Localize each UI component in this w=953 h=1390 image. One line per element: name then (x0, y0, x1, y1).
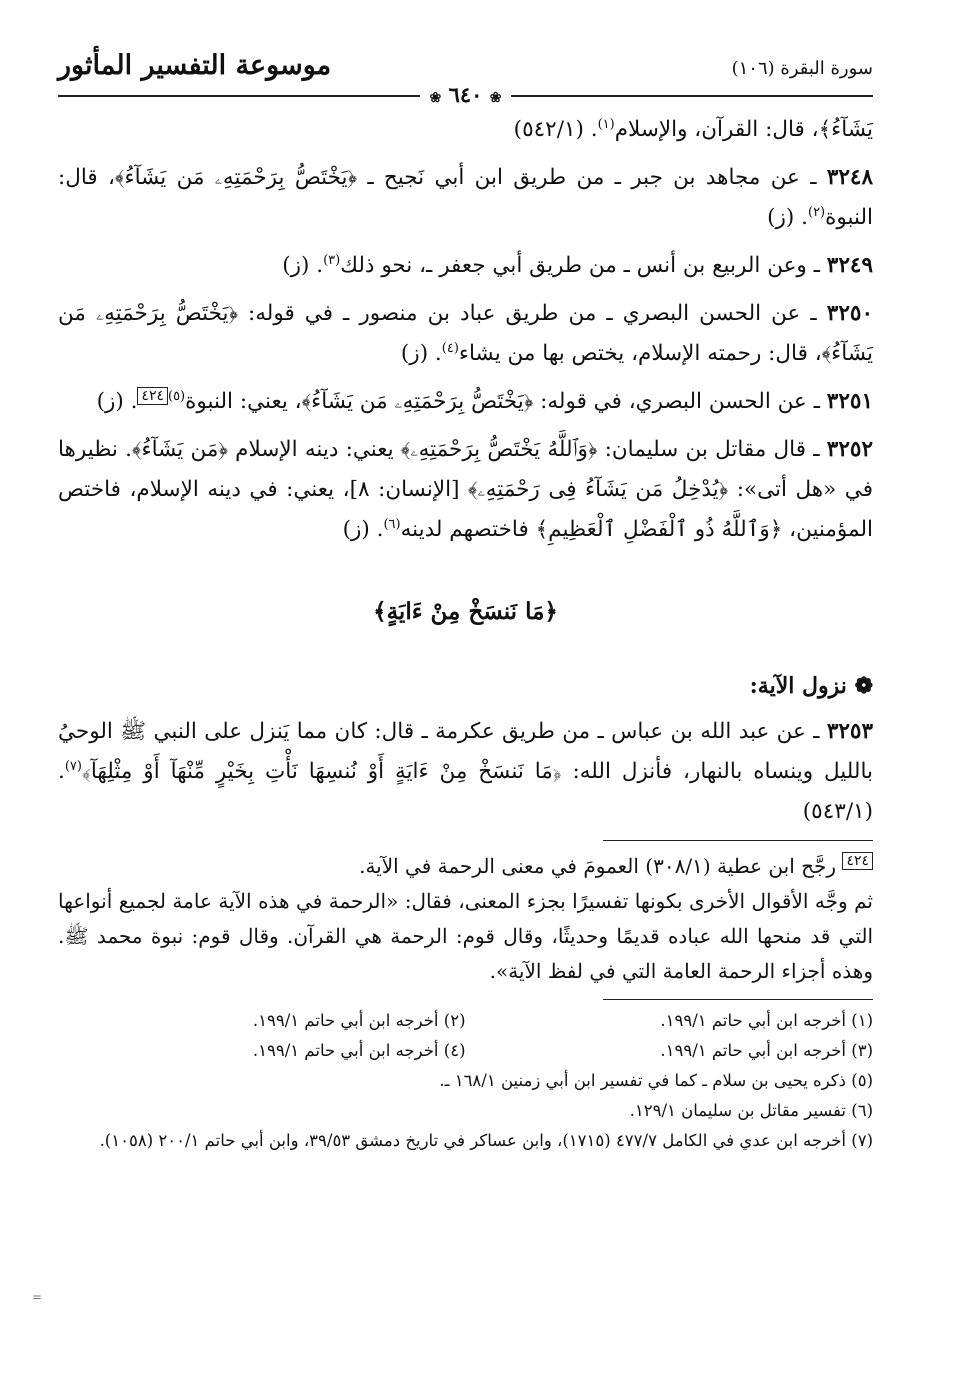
entry-number: ٣٢٥٠ (826, 301, 873, 326)
footnote-ref[interactable]: (٧) (64, 758, 82, 774)
page-content (58, 40, 873, 1156)
running-header (58, 40, 873, 110)
footnote-2: (٢) أخرجه ابن أبي حاتم ١٩٩/١. (252, 1011, 466, 1030)
commentary-line (58, 849, 873, 884)
section-title: نزول الآية: (749, 673, 847, 699)
entry-source: . (ز) (767, 205, 808, 230)
entry-source: . (ز) (400, 341, 442, 366)
page-number-group (420, 82, 512, 107)
entry-3248 (58, 158, 873, 238)
margin-mark: = (32, 1290, 43, 1304)
commentary-ref-box[interactable]: ٤٢٤ (137, 387, 168, 405)
book-title: موسوعة التفسير المأثور (58, 50, 332, 81)
main-text (58, 110, 873, 832)
commentary-body: ثم وجَّه الأقوال الأخرى بكونها تفسيرًا بجزء المعنى، فقال: «الرحمة في هذه الآية عامة لجميع أنواعها التي قد منحها الله عباده قديمًا وحديثًا، وقال قوم: الرحمة هي القرآن. وقال قوم: نبوة محمد ﷺ. وهذه أجزاء الرحمة العامة التي في لفظ الآية». (58, 889, 873, 983)
entry-number: ٣٢٤٨ (826, 165, 874, 190)
footnote-1: (١) أخرجه ابن أبي حاتم ١٩٩/١. (660, 1011, 873, 1030)
entry-source: . (ز) (282, 253, 324, 278)
commentary-number-box: ٤٢٤ (842, 852, 873, 870)
verse-heading: ﴿مَا نَنسَخْ مِنْ ءَايَةٍ﴾ (373, 598, 558, 625)
entry-number: ٣٢٥٢ (826, 437, 873, 462)
entry-3252 (58, 430, 873, 550)
footnote-separator (603, 999, 873, 1000)
footnote-row (58, 1006, 873, 1036)
ornament-left-icon: ❀ (429, 90, 442, 106)
entry-3250 (58, 294, 873, 374)
commentary-separator (603, 840, 873, 841)
flower-icon: ❁ (854, 673, 873, 699)
footnote-7: (٧) أخرجه ابن عدي في الكامل ٤٧٧/٧ (١٧١٥)، وابن عساكر في تاريخ دمشق ٣٩/٥٣، وابن أبي حاتم ٢٠٠/١ (١٠٥٨). (99, 1131, 873, 1150)
section-heading (58, 666, 873, 706)
footnote-4: (٤) أخرجه ابن أبي حاتم ١٩٩/١. (252, 1041, 466, 1060)
entry-text: ـ عن عبد الله بن عباس ـ من طريق عكرمة ـ قال: كان مما يَنزل على النبي ﷺ الوحيُ بالليل وينساه بالنهار، فأنزل الله: ﴿مَا نَنسَخْ مِنْ ءَايَةٍ أَوْ نُنسِهَا نَأْتِ بِخَيْرٍ مِّنْهَآ أَوْ مِثْلِهَآ﴾ (58, 719, 873, 784)
footnote-ref[interactable]: (٣) (323, 252, 341, 268)
commentary-first-line: رجَّح ابن عطية (٣٠٨/١) العمومَ في معنى الرحمة في الآية. (359, 854, 837, 878)
page-number: ٦٤٠ (448, 82, 483, 107)
footnote-ref[interactable]: (٦) (383, 516, 401, 532)
footnote-ref[interactable]: (٢) (807, 204, 826, 220)
entry-text: ـ قال مقاتل بن سليمان: ﴿وَٱللَّهُ يَخْتَصُّ بِرَحْمَتِهِۦ﴾ يعني: دينه الإسلام ﴿مَن يَشَآءُ﴾. نظيرها في «هل أتى»: ﴿يُدْخِلُ مَن يَشَآءُ فِى رَحْمَتِهِۦ﴾ [الإنسان: ٨]، يعني: في دينه الإسلام، فاختص المؤمنين، ﴿وَٱللَّهُ ذُو ٱلْفَضْلِ ٱلْعَظِيمِ﴾ فاختصهم لدينه (58, 437, 873, 542)
commentary-note (58, 849, 873, 989)
entry-text: ـ وعن الربيع بن أنس ـ من طريق أبي جعفر ـ، نحو ذلك (340, 253, 820, 278)
entry-text: يَشَآءُ﴾، قال: القرآن، والإسلام (614, 117, 873, 142)
entry-text: ـ عن مجاهد بن جبر ـ من طريق ابن أبي نَجيح ـ ﴿يَخْتَصُّ بِرَحْمَتِهِۦ مَن يَشَآءُ﴾، قال: النبوة (58, 165, 873, 230)
entry-source: . (٥٤٣/١) (58, 759, 873, 824)
entry-continuation (58, 110, 873, 150)
footnote-ref[interactable]: (٥) (167, 388, 186, 404)
sura-title: سورة البقرة (١٠٦) (731, 58, 873, 79)
ornament-right-icon: ❀ (489, 90, 502, 106)
entry-source: . (ز) (342, 517, 384, 542)
entry-source: . (٥٤٢/١) (513, 117, 598, 142)
footnotes (58, 1006, 873, 1156)
entry-3253 (58, 712, 873, 832)
footnote-5: (٥) ذكره يحيى بن سلام ـ كما في تفسير ابن أبي زمنين ١٦٨/١ ـ. (439, 1071, 873, 1090)
entry-3249 (58, 246, 873, 286)
entry-source: . (ز) (96, 389, 138, 414)
entry-text: ـ عن الحسن البصري ـ من طريق عباد بن منصور ـ في قوله: ﴿يَخْتَصُّ بِرَحْمَتِهِۦ مَن يَشَآءُ﴾، قال: رحمته الإسلام، يختص بها من يشاء (58, 301, 873, 366)
footnote-3: (٣) أخرجه ابن أبي حاتم ١٩٩/١. (660, 1041, 873, 1060)
footnote-ref[interactable]: (٤) (441, 340, 459, 356)
footnote-row (58, 1036, 873, 1066)
footnote-6: (٦) تفسير مقاتل بن سليمان ١٢٩/١. (629, 1101, 873, 1120)
entry-number: ٣٢٥٣ (826, 719, 874, 744)
entry-number: ٣٢٤٩ (826, 253, 873, 278)
entry-3251 (58, 382, 873, 422)
entry-text: ـ عن الحسن البصري، في قوله: ﴿يَخْتَصُّ بِرَحْمَتِهِۦ مَن يَشَآءُ﴾، يعني: النبوة (185, 389, 820, 414)
entry-number: ٣٢٥١ (826, 389, 873, 414)
footnote-ref[interactable]: (١) (597, 116, 615, 132)
